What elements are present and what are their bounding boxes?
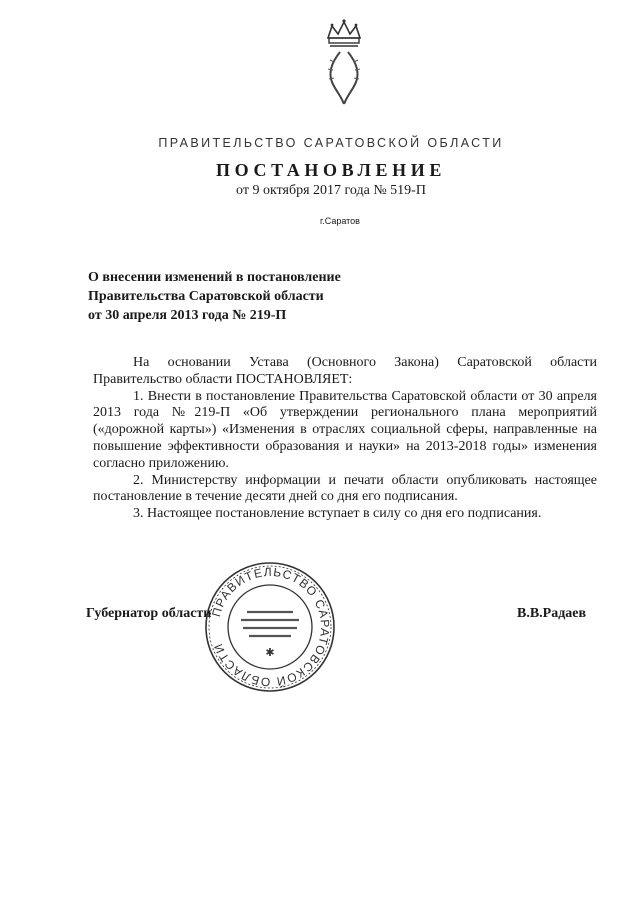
body-paragraph: 1. Внести в постановление Правительства Саратовской области от 30 апреля 2013 года №219-П «Об утверждении регионального плана мероприятий («дорожной карты») «Изменения в отраслях социальной сферы, направленные на повышение эффективности образования и науки» на 2013-2018 годы» изменения согласно приложению. xyxy=(93,388,597,471)
signatory-name: В.В.Радаев xyxy=(517,606,587,621)
subject-line: О внесении изменений в постановление xyxy=(88,270,341,285)
subject-line: от 30 апреля 2013 года № 219-П xyxy=(88,308,287,323)
document-date-number: от 9 октября 2017 года № 519-П xyxy=(236,183,426,198)
emblem-icon xyxy=(320,18,368,108)
document-subject xyxy=(88,268,341,325)
official-stamp xyxy=(203,560,337,694)
signatory-position: Губернатор области xyxy=(86,606,212,621)
subject-line: Правительства Саратовской области xyxy=(88,289,324,304)
government-title: ПРАВИТЕЛЬСТВО САРАТОВСКОЙ ОБЛАСТИ xyxy=(158,136,504,150)
document-body xyxy=(93,355,597,523)
body-paragraph: 3. Настоящее постановление вступает в силу со дня его подписания. xyxy=(133,506,542,522)
svg-text:✱: ✱ xyxy=(265,646,275,659)
document-type: ПОСТАНОВЛЕНИЕ xyxy=(216,160,446,180)
document-city: г.Саратов xyxy=(320,216,360,226)
stamp-ring-text: ПРАВИТЕЛЬСТВО САРАТОВСКОЙ ОБЛАСТИ xyxy=(209,564,333,690)
body-paragraph: 2. Министерству информации и печати области опубликовать настоящее постановление в течение десяти дней со дня его подписания. xyxy=(93,472,597,505)
body-paragraph: На основании Устава (Основного Закона) Саратовской области Правительство области ПОСТАНОВЛЯЕТ: xyxy=(93,355,597,387)
